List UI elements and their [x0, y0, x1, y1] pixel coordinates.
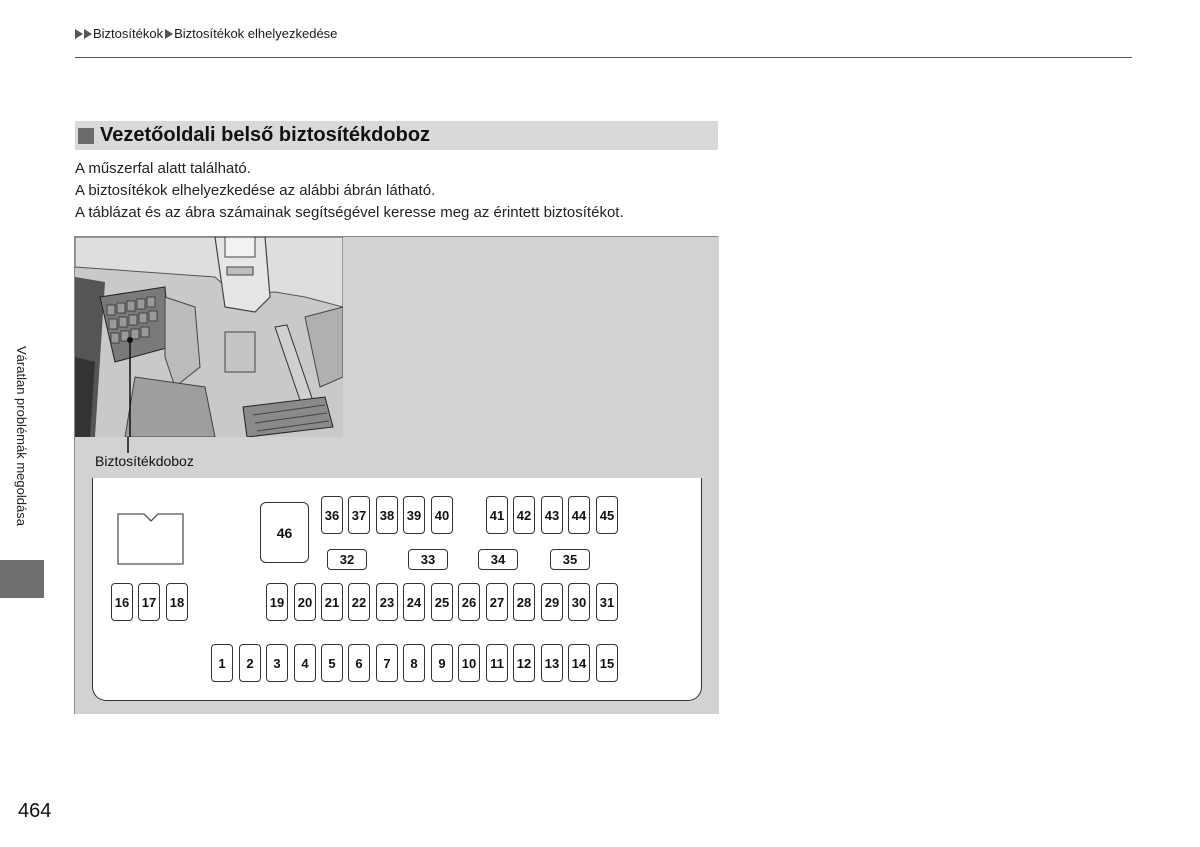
fuse-17[interactable]: 17 [138, 583, 160, 621]
body-text [75, 158, 624, 224]
fuse-23[interactable]: 23 [376, 583, 398, 621]
fuse-43[interactable]: 43 [541, 496, 563, 534]
fuse-15[interactable]: 15 [596, 644, 618, 682]
body-line-3: A táblázat és az ábra számainak segítségével keresse meg az érintett biztosítékot. [75, 204, 624, 221]
page-number: 464 [18, 800, 52, 822]
fuse-11[interactable]: 11 [486, 644, 508, 682]
fuse-7[interactable]: 7 [376, 644, 398, 682]
fuse-8[interactable]: 8 [403, 644, 425, 682]
fuse-6[interactable]: 6 [348, 644, 370, 682]
fuse-5[interactable]: 5 [321, 644, 343, 682]
fuse-32[interactable]: 32 [327, 549, 367, 570]
fuse-22[interactable]: 22 [348, 583, 370, 621]
fuse-44[interactable]: 44 [568, 496, 590, 534]
fuse-46[interactable]: 46 [260, 502, 309, 563]
body-line-2: A biztosítékok elhelyezkedése az alábbi ábrán látható. [75, 182, 436, 199]
fuse-37[interactable]: 37 [348, 496, 370, 534]
breadcrumb-arrow-icon [75, 29, 83, 39]
fuse-26[interactable]: 26 [458, 583, 480, 621]
fuse-39[interactable]: 39 [403, 496, 425, 534]
section-square-icon [78, 128, 94, 144]
fuse-21[interactable]: 21 [321, 583, 343, 621]
fuse-box-location-photo [75, 237, 343, 437]
fuse-3[interactable]: 3 [266, 644, 288, 682]
fuse-10[interactable]: 10 [458, 644, 480, 682]
fuse-27[interactable]: 27 [486, 583, 508, 621]
section-heading [75, 121, 718, 150]
fuse-34[interactable]: 34 [478, 549, 518, 570]
header-divider [75, 57, 1132, 58]
fuse-1[interactable]: 1 [211, 644, 233, 682]
pointer-line [126, 437, 130, 453]
fuse-31[interactable]: 31 [596, 583, 618, 621]
fuse-2[interactable]: 2 [239, 644, 261, 682]
fuse-28[interactable]: 28 [513, 583, 535, 621]
chapter-tab-marker [0, 560, 44, 598]
breadcrumb-level1[interactable]: Biztosítékok [93, 26, 164, 41]
fuse-13[interactable]: 13 [541, 644, 563, 682]
chapter-sidebar [14, 346, 36, 556]
section-title: Vezetőoldali belső biztosítékdoboz [100, 124, 431, 146]
fuse-40[interactable]: 40 [431, 496, 453, 534]
fuse-14[interactable]: 14 [568, 644, 590, 682]
fuse-25[interactable]: 25 [431, 583, 453, 621]
breadcrumb-level2[interactable]: Biztosítékok elhelyezkedése [174, 26, 338, 41]
body-line-1: A műszerfal alatt található. [75, 160, 251, 177]
breadcrumb [75, 26, 339, 41]
fuse-18[interactable]: 18 [166, 583, 188, 621]
breadcrumb-arrow-icon [165, 29, 173, 39]
fuse-12[interactable]: 12 [513, 644, 535, 682]
fuse-16[interactable]: 16 [111, 583, 133, 621]
fuse-29[interactable]: 29 [541, 583, 563, 621]
fuse-41[interactable]: 41 [486, 496, 508, 534]
fuse-36[interactable]: 36 [321, 496, 343, 534]
breadcrumb-arrow-icon [84, 29, 92, 39]
fuse-24[interactable]: 24 [403, 583, 425, 621]
fuse-30[interactable]: 30 [568, 583, 590, 621]
fuse-45[interactable]: 45 [596, 496, 618, 534]
chapter-title[interactable]: Váratlan problémák megoldása [14, 346, 29, 526]
fuse-9[interactable]: 9 [431, 644, 453, 682]
fuse-4[interactable]: 4 [294, 644, 316, 682]
fuse-38[interactable]: 38 [376, 496, 398, 534]
fuse-35[interactable]: 35 [550, 549, 590, 570]
relay-outline [116, 512, 185, 566]
fuse-33[interactable]: 33 [408, 549, 448, 570]
fuse-box-label: Biztosítékdoboz [95, 453, 194, 469]
fuse-20[interactable]: 20 [294, 583, 316, 621]
fuse-19[interactable]: 19 [266, 583, 288, 621]
fuse-42[interactable]: 42 [513, 496, 535, 534]
